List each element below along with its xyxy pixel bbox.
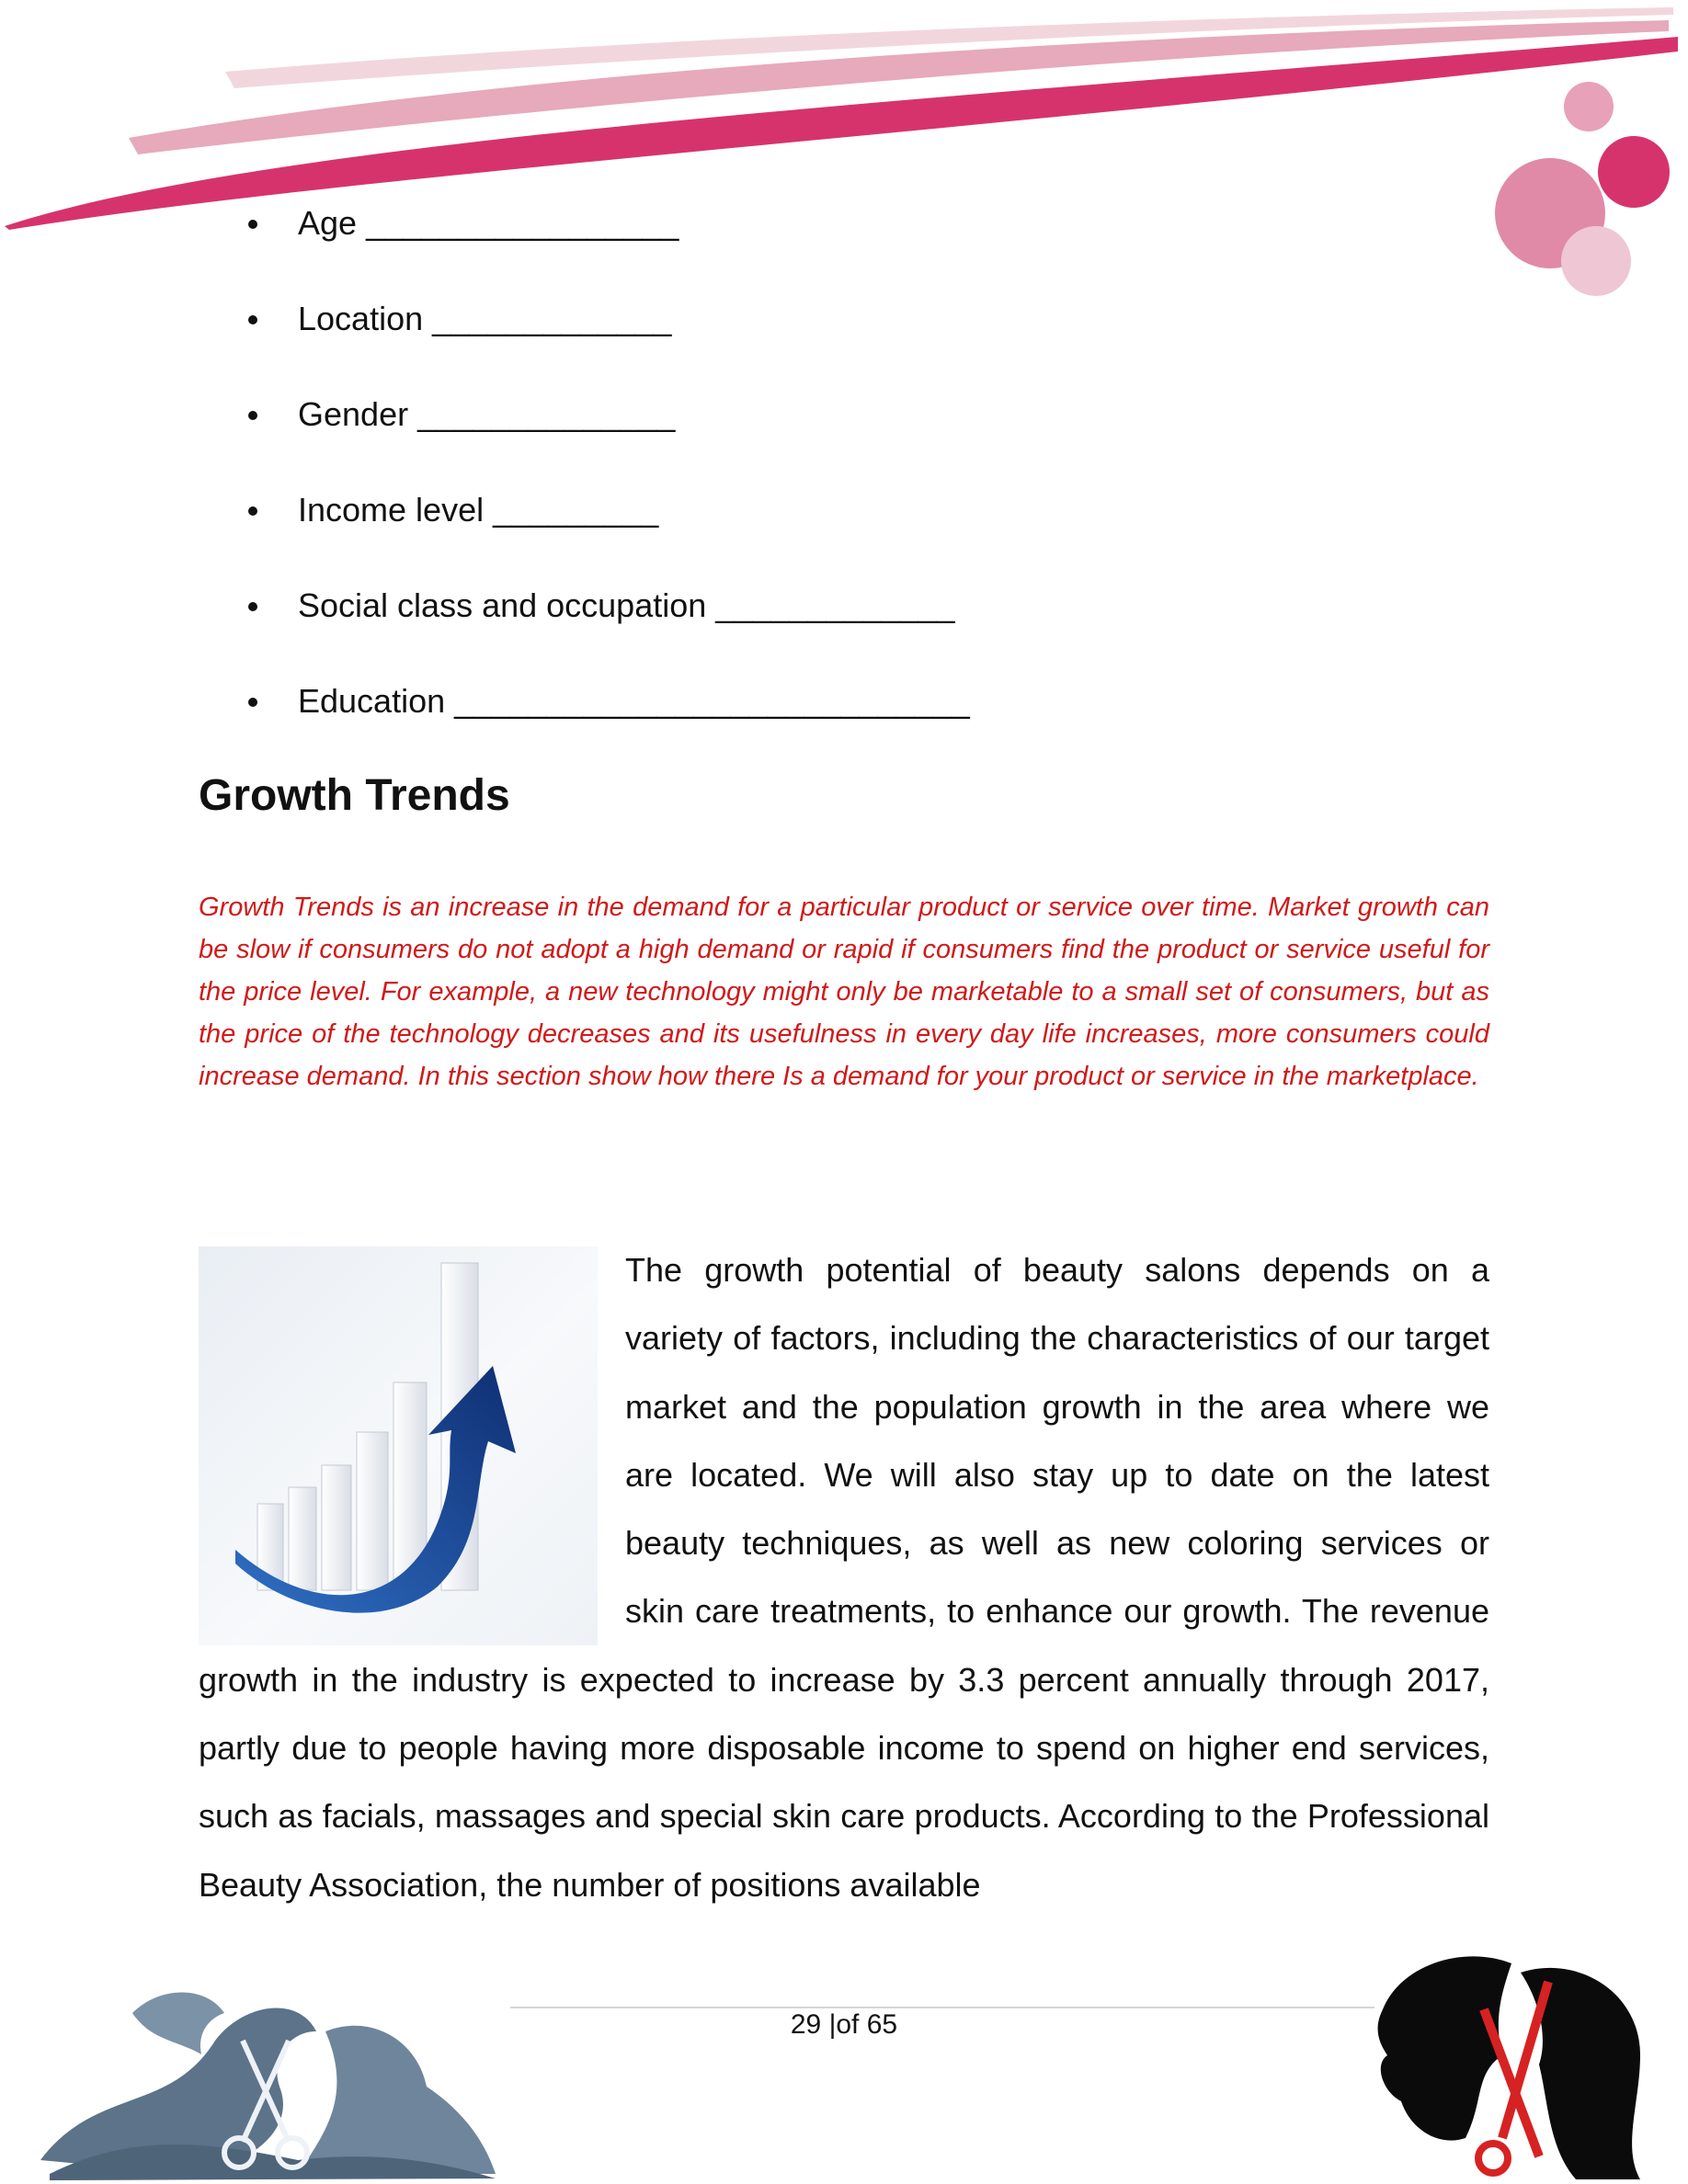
bullet-dot: [248, 506, 257, 516]
fill-in-blank: _____________: [432, 300, 672, 337]
fill-in-blank: _________________: [366, 204, 679, 242]
bullet-dot: [248, 411, 257, 420]
bullet-dot: [248, 698, 257, 707]
decorative-circles: [1564, 82, 1614, 131]
salon-logo-right: [1364, 1945, 1655, 2184]
demographics-list: [199, 195, 970, 768]
bullet-item-location: [199, 290, 970, 386]
bullet-dot: [248, 220, 257, 229]
intro-paragraph: Growth Trends is an increase in the demand for a particular product or service over time. Market growth can be slow if consumers do not adopt a high demand or rapid if consumers find the product or service useful for the price level. For example, a new technology might only be marketable to a small set of consumers, but as the price of the technology decreases and its usefulness in every day life increases, more consumers could increase demand. In this section show how there Is a demand for your product or service in the marketplace.: [199, 893, 1489, 1091]
body-text: The growth potential of beauty salons depends on a variety of factors, including the characteristics of our target market and the population growth in the area where we are located. We will also stay up to date on the latest beauty techniques, as well as new coloring services or skin care treatments, to enhance our growth. The revenue growth in the industry is expected to increase by 3.3 percent annually through 2017, partly due to people having more disposable income to spend on higher end services, such as facials, massages and special skin care products. According to the Professional Beauty Association, the number of positions available: [199, 1251, 1489, 1904]
bullet-item-social-class: [199, 577, 970, 673]
fill-in-blank: _________: [493, 491, 659, 529]
fill-in-blank: _____________: [715, 586, 955, 624]
bullet-label: Gender: [298, 395, 409, 433]
section-title: Growth Trends: [199, 771, 510, 820]
bullet-dot: [248, 602, 257, 611]
page-number: 29 |of 65: [790, 2009, 898, 2040]
bullet-label: Education: [298, 682, 446, 720]
body-paragraph: [199, 1236, 1489, 1919]
bullet-label: Location: [298, 300, 424, 337]
footer-divider: [510, 2007, 1374, 2008]
fill-in-blank: ______________: [417, 395, 676, 433]
fill-in-blank: ____________________________: [454, 682, 970, 720]
bullet-item-education: [199, 673, 970, 768]
salon-logo-left: [22, 1976, 500, 2184]
bullet-item-age: [199, 195, 970, 290]
bullet-item-gender: [199, 386, 970, 482]
bullet-label: Social class and occupation: [298, 586, 707, 624]
bullet-label: Age: [298, 204, 358, 242]
bullet-dot: [248, 315, 257, 324]
bullet-item-income-level: [199, 482, 970, 577]
bullet-label: Income level: [298, 491, 485, 529]
image-wrap-spacer: [199, 1236, 625, 1641]
